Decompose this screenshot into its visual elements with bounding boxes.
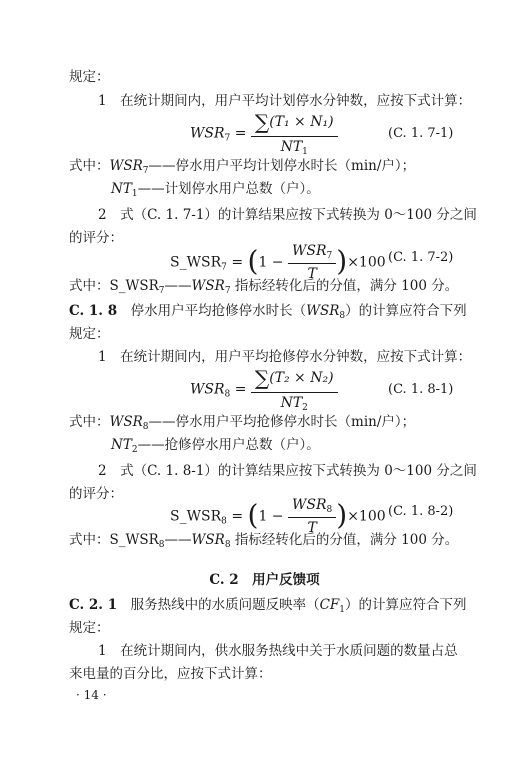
- denominator: NT: [280, 395, 303, 411]
- formula-c-1-8-2: $S\_WSR_8 = (1$ − $\frac{WSR_8}{T}$ )×100: [170, 497, 386, 536]
- subscript: 8: [221, 516, 227, 527]
- text-line: 2 式（C. 1. 8-1）的计算结果应按下式转换为 0～100 分之间: [98, 463, 477, 479]
- denominator: T: [307, 266, 317, 282]
- text-line: 式中：$WSR_8——$停水用户平均抢修停水时长（min/户）；: [69, 414, 416, 432]
- numerator: WSR: [291, 243, 327, 259]
- formula-lhs: WSR: [190, 381, 225, 398]
- text-line: 式中：$S\_WSR_7——WSR_7$ 指标经转化后的分值，满分 100 分。: [69, 278, 459, 296]
- text-line: 式中：$WSR_7——$停水用户平均计划停水时长（min/户）；: [69, 158, 416, 176]
- text-line: $NT_2——$抢修停水用户总数（户）。: [111, 437, 320, 455]
- numerator: (T₂ × N₂): [269, 370, 334, 386]
- formula-c-1-8-1: $WSR_8$ = $\frac{\text{∑(T₂ × N₂)}}{NT_2}$: [190, 366, 338, 413]
- text-line: 2 式（C. 1. 7-1）的计算结果应按下式转换为 0～100 分之间: [98, 207, 477, 223]
- formula-lhs: S_WSR: [170, 508, 222, 525]
- text-line: 规定：: [69, 620, 110, 636]
- formula-c-1-7-1: $WSR_7$ = $\frac{\text{∑(T₁ × N₁)}}{NT_1}$: [190, 110, 338, 157]
- equation-number: (C. 1. 8-2): [388, 504, 454, 519]
- subscript: 8: [224, 389, 231, 400]
- fraction: $\frac{\text{∑(T₁ × N₁)}}{NT_1}$: [251, 110, 338, 157]
- text-line: 规定：: [69, 69, 110, 85]
- text-line: $NT_1——$计划停水用户总数（户）。: [111, 181, 320, 199]
- equation-number: (C. 1. 8-1): [388, 382, 454, 397]
- formula-lhs: WSR: [190, 125, 225, 142]
- clause-heading: C. 1. 8 停水用户平均抢修停水时长$(WSR_8)$的计算应符合下列: [69, 303, 467, 321]
- numerator: WSR: [291, 497, 327, 513]
- numerator: (T₁ × N₁): [269, 114, 334, 130]
- denominator: T: [307, 520, 317, 536]
- fraction: $\frac{\text{∑(T₂ × N₂)}}{NT_2}$: [251, 366, 338, 413]
- page-number: · 14 ·: [76, 688, 107, 702]
- text-line: 式中：$S\_WSR_8——WSR_8$ 指标经转化后的分值，满分 100 分。: [69, 532, 459, 550]
- denominator: NT: [280, 139, 303, 155]
- section-heading: C. 2 用户反馈项: [209, 572, 320, 588]
- text-line: 规定：: [69, 326, 110, 342]
- subscript: 7: [224, 133, 231, 144]
- text-line: 来电量的百分比，应按下式计算：: [69, 666, 272, 682]
- text-line: 1 在统计期间内，用户平均抢修停水分钟数，应按下式计算：: [98, 349, 472, 365]
- text-line: 1 在统计期间内，供水服务热线中关于水质问题的数量占总: [98, 643, 458, 659]
- subscript: 2: [302, 403, 308, 413]
- equation-number: (C. 1. 7-1): [388, 126, 454, 141]
- subscript: 8: [326, 505, 333, 515]
- text-line: 1 在统计期间内，用户平均计划停水分钟数，应按下式计算：: [98, 93, 472, 109]
- text-line: 的评分：: [69, 230, 123, 246]
- formula-c-1-7-2: $S\_WSR_7 = (1$ − $\frac{WSR_7}{T}$ )×100: [170, 243, 386, 282]
- equation-number: (C. 1. 7-2): [388, 250, 454, 265]
- formula-lhs: S_WSR: [170, 254, 222, 271]
- subscript: 1: [302, 147, 308, 157]
- subscript: 7: [326, 251, 333, 261]
- subscript: 7: [221, 262, 227, 273]
- text-line: 的评分：: [69, 486, 123, 502]
- clause-heading: C. 2. 1 服务热线中的水质问题反映率$(CF_1)$的计算应符合下列: [69, 597, 467, 615]
